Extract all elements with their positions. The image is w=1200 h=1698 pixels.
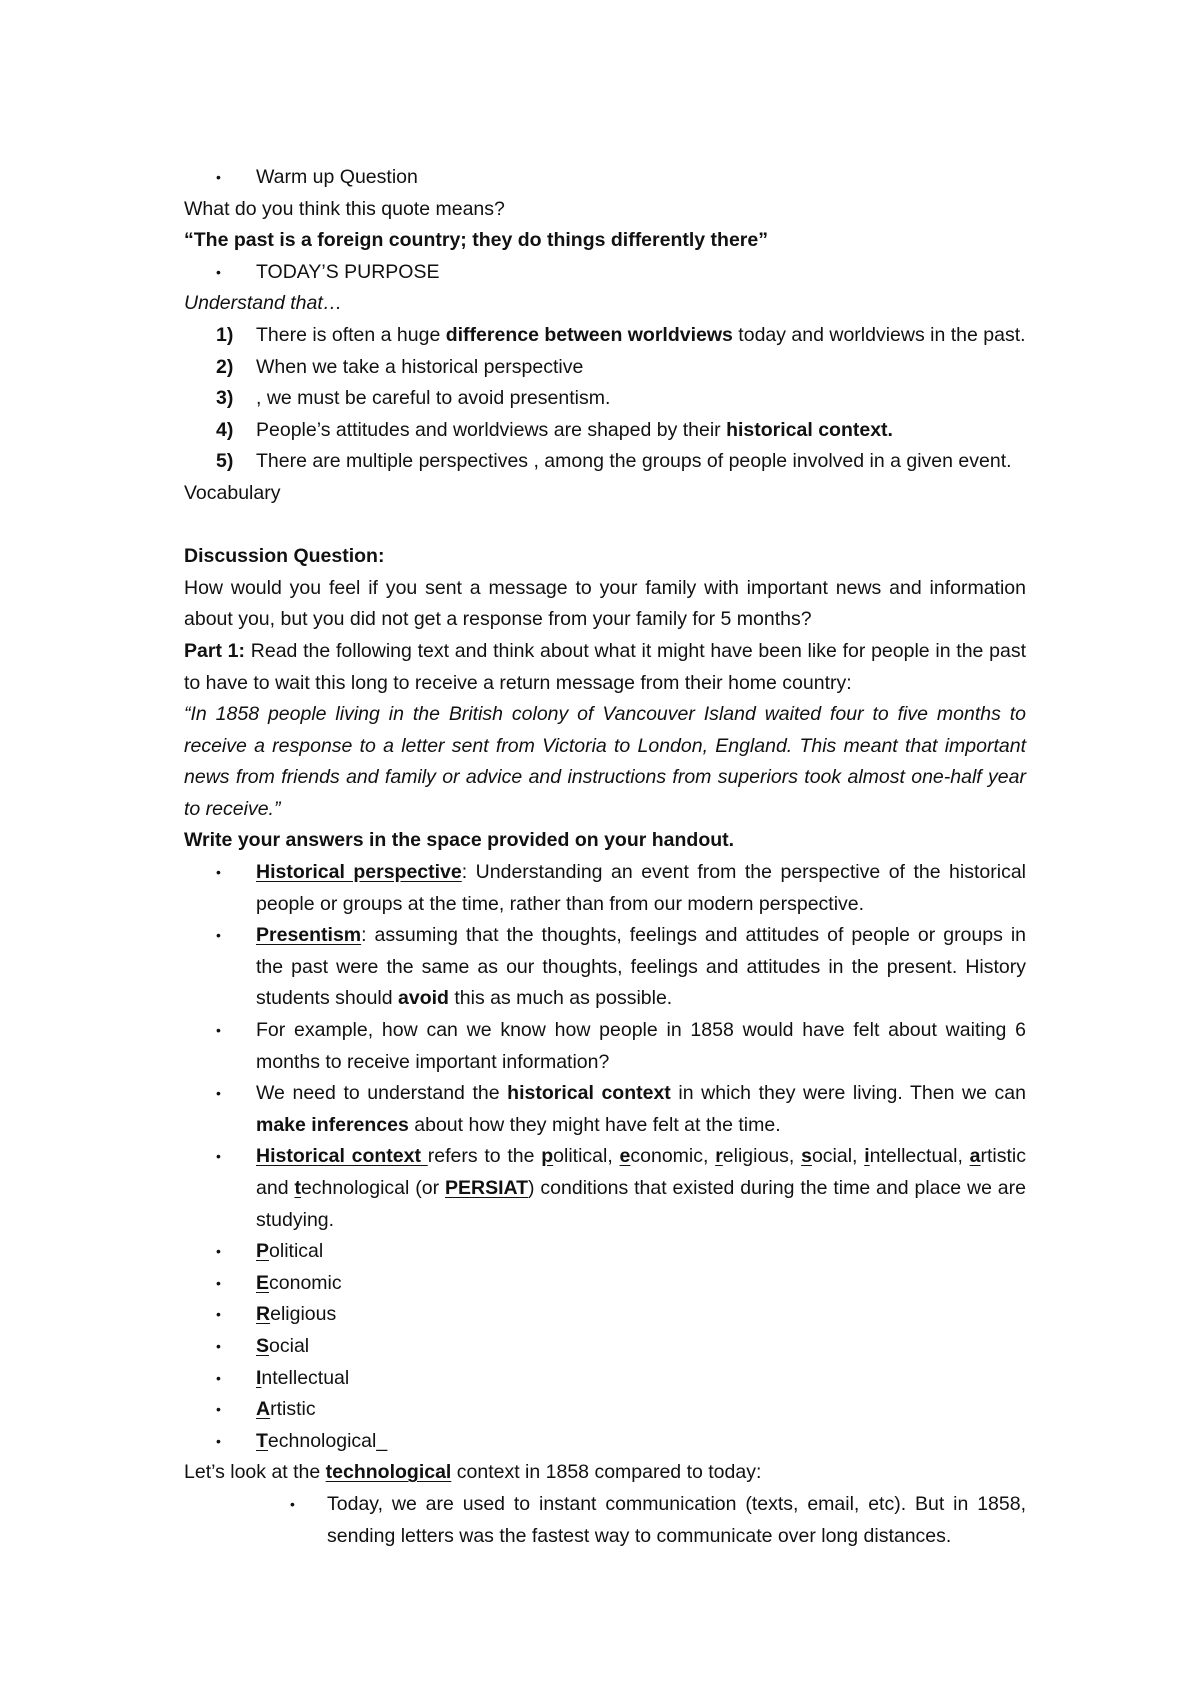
answer-instruction: Write your answers in the space provided on your handout. — [184, 829, 735, 852]
persiat-item-intellectual: • Intellectual — [184, 1363, 1026, 1395]
bullet-icon: • — [216, 169, 221, 185]
bullet-icon: • — [216, 864, 221, 881]
context-need-bullet: • We need to understand the historical context in which they were living. Then we can make inferences about how they might have felt at the time. — [184, 1078, 1026, 1141]
persiat-item-religious: • Religious — [184, 1299, 1026, 1331]
bullet-icon: • — [216, 1306, 221, 1323]
bullet-icon: • — [216, 1085, 221, 1102]
purpose-item-4: 4) People’s attitudes and worldviews are shaped by their historical context. — [216, 418, 893, 441]
persiat-item-artistic: • Artistic — [184, 1394, 1026, 1426]
purpose-item-5: 5) There are multiple perspectives , among the groups of people involved in a given event. — [216, 450, 1012, 473]
bullet-icon: • — [216, 1243, 221, 1260]
purpose-item-3: 3) , we must be careful to avoid presentism. — [216, 387, 611, 410]
warmup-heading: • Warm up Question — [184, 162, 1026, 194]
purpose-item-1: 1) There is often a huge difference between worldviews today and worldviews in the past. — [216, 323, 1026, 346]
definition-historical-context: • Historical context refers to the political, economic, religious, social, intellectual, artistic and technological (or PERSIAT) conditions that existed during the time and place we are studying. — [184, 1141, 1026, 1236]
example-bullet: • For example, how can we know how people in 1858 would have felt about waiting 6 months to receive important information? — [184, 1015, 1026, 1078]
persiat-item-social: • Social — [184, 1331, 1026, 1363]
definition-presentism: • Presentism: assuming that the thoughts, feelings and attitudes of people or groups in the past were the same as our thoughts, feelings and attitudes in the present. History students should avoid this as much as possible. — [184, 920, 1026, 1015]
discussion-heading: Discussion Question: — [184, 545, 385, 568]
document-body — [184, 162, 1026, 1552]
bullet-icon: • — [216, 1022, 221, 1039]
persiat-item-political: • Political — [184, 1236, 1026, 1268]
technological-context-bullet: • Today, we are used to instant communication (texts, email, etc). But in 1858, sending letters was the fastest way to communicate over long distances. — [184, 1489, 1026, 1552]
bullet-icon: • — [216, 1369, 221, 1386]
bullet-icon: • — [216, 1148, 221, 1165]
spacer — [184, 510, 1026, 542]
bullet-icon: • — [216, 927, 221, 944]
definition-historical-perspective: • Historical perspective: Understanding an event from the perspective of the historical people or groups at the time, rather than from our modern perspective. — [184, 857, 1026, 920]
bullet-icon: • — [290, 1495, 295, 1512]
warmup-question: What do you think this quote means? — [184, 197, 505, 220]
purpose-heading: • TODAY’S PURPOSE — [184, 257, 1026, 289]
bullet-icon: • — [216, 1401, 221, 1418]
warmup-quote: “The past is a foreign country; they do things differently there” — [184, 229, 768, 252]
persiat-item-economic: • Economic — [184, 1268, 1026, 1300]
technological-context-intro: Let’s look at the technological context in 1858 compared to today: — [184, 1461, 762, 1484]
bullet-icon: • — [216, 263, 221, 280]
discussion-question: How would you feel if you sent a message to your family with important news and information about you, but you did not get a response from your family for 5 months? — [184, 576, 1026, 631]
bullet-icon: • — [216, 1432, 221, 1449]
bullet-icon: • — [216, 1337, 221, 1354]
part1-quote: “In 1858 people living in the British colony of Vancouver Island waited four to five months to receive a response to a letter sent from Victoria to London, England. This meant that important news from friends and family or advice and instructions from superiors took almost one-half year to receive.” — [184, 703, 1026, 820]
bullet-icon: • — [216, 1274, 221, 1291]
part1-text: Part 1: Read the following text and think about what it might have been like for people in the past to have to wait this long to receive a return message from their home country: — [184, 639, 1027, 694]
vocabulary-label: Vocabulary — [184, 481, 281, 504]
purpose-intro: Understand that… — [184, 292, 343, 315]
purpose-item-2: 2) When we take a historical perspective — [216, 355, 584, 378]
persiat-item-technological: • Technological_ — [184, 1426, 1026, 1458]
